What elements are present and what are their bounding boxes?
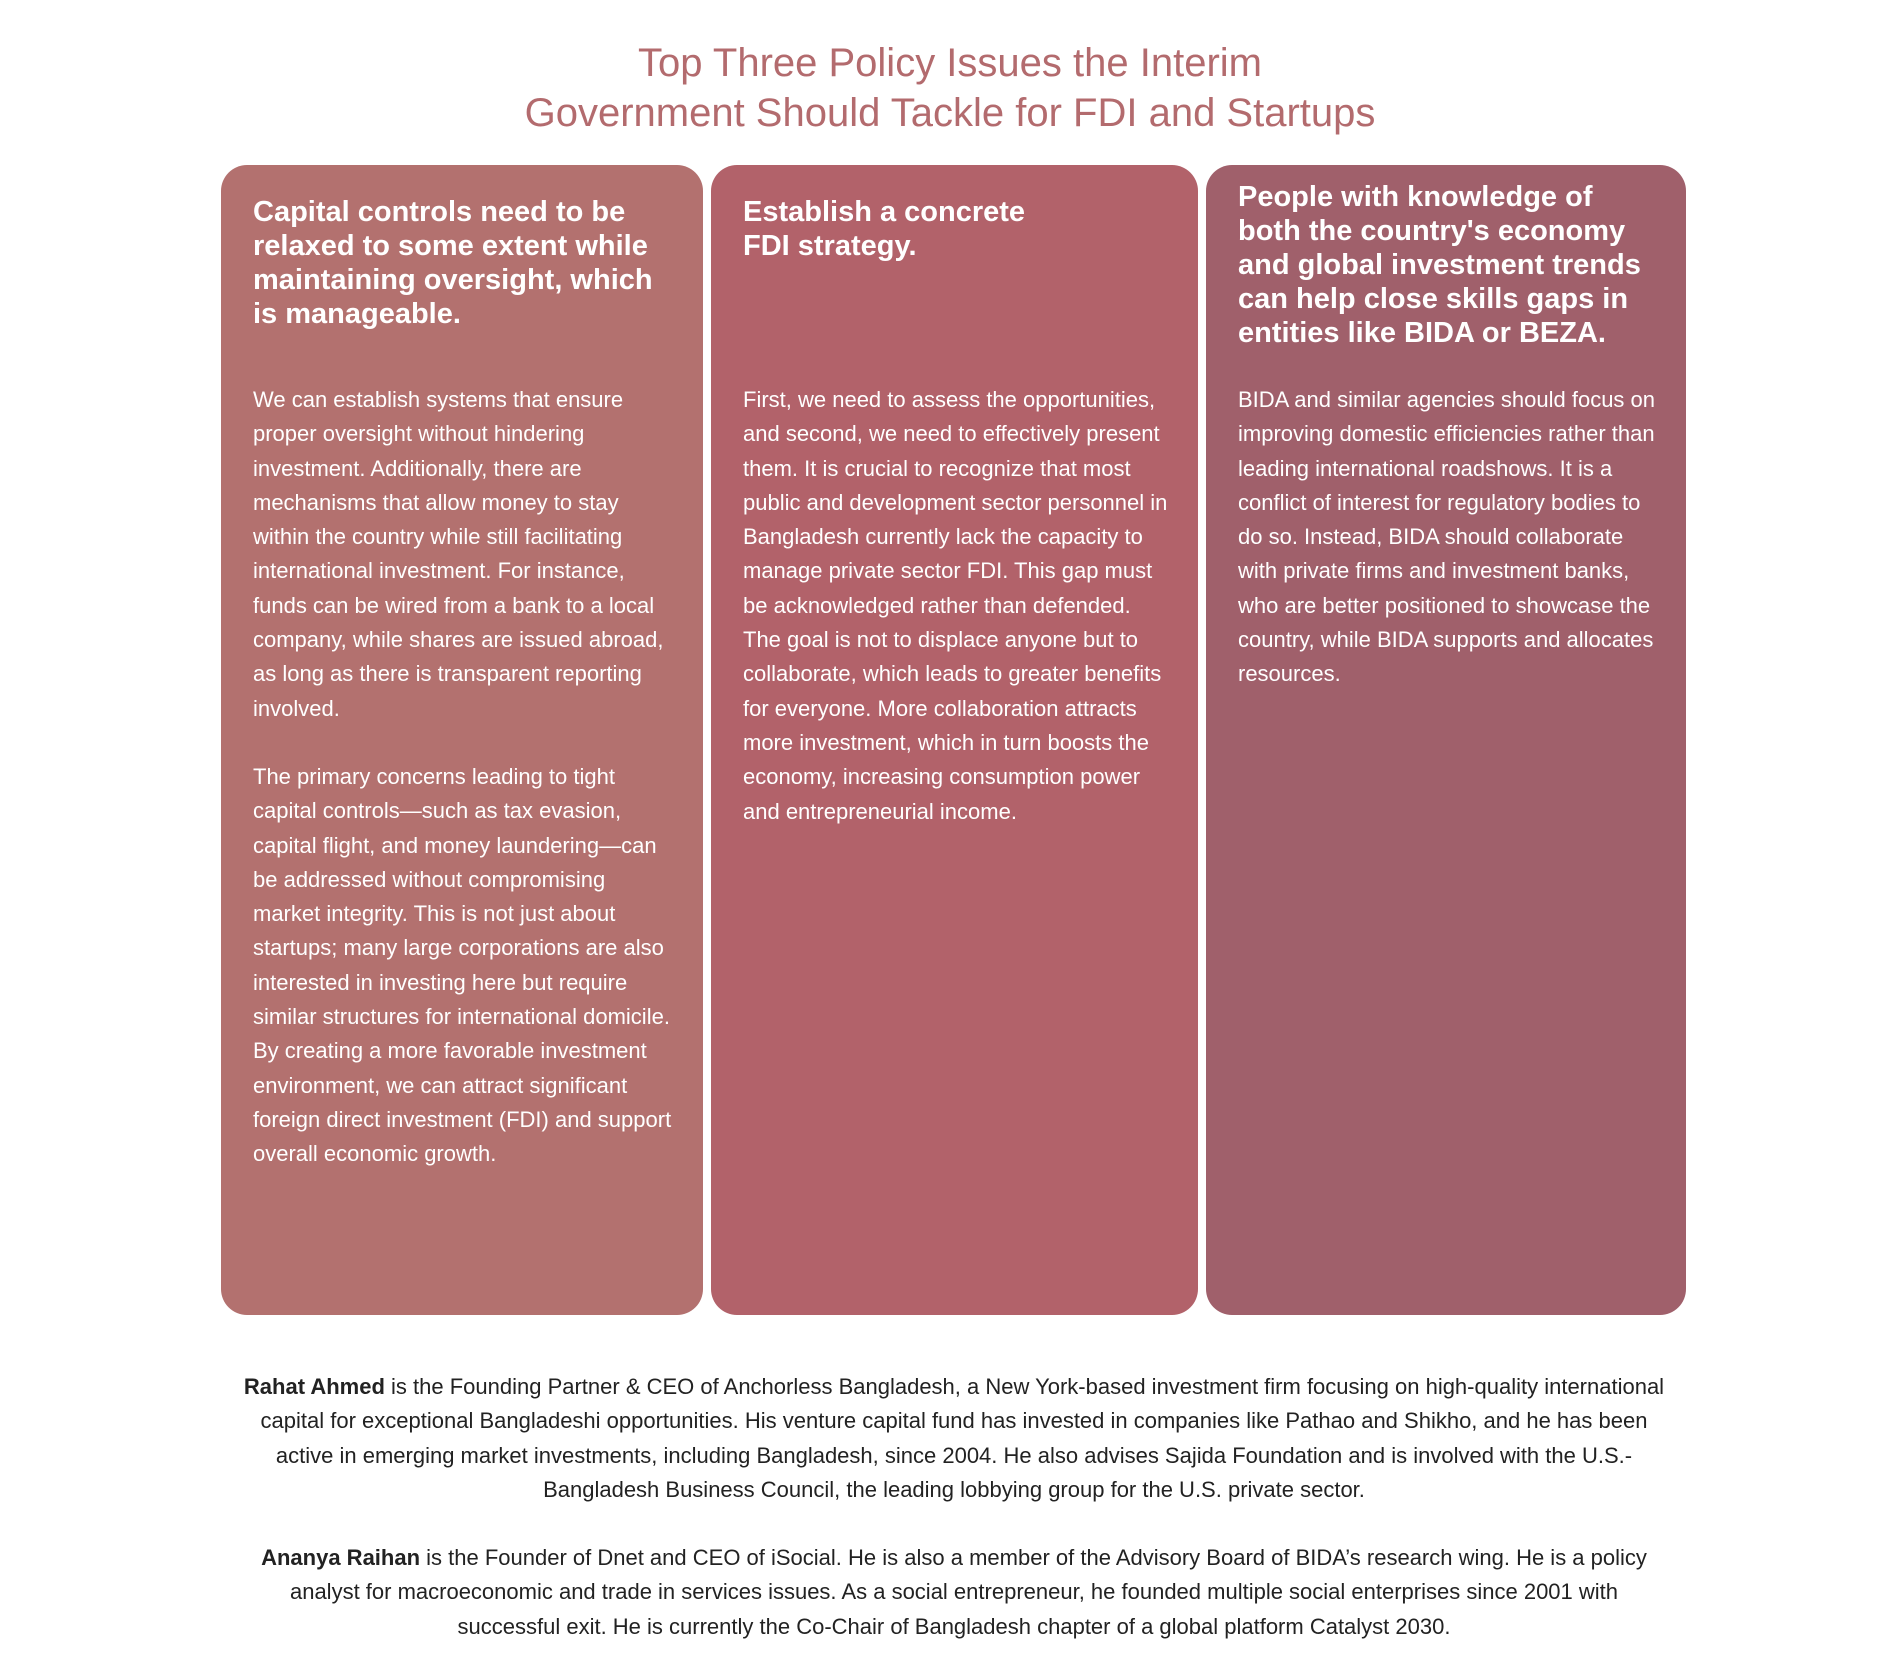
bio-text: is the Founding Partner & CEO of Anchorless Bangladesh, a New York-based investment firm focusing on high-quality international capital for exceptional Bangladeshi opportunities. His venture capital fund has invested in companies like Pathao and Shikho, and he has been active in emerging market investments, including Bangladesh, since 2004. He also advises Sajida Foundation and is involved with the U.S.-Bangladesh Business Council, the leading lobbying group for the U.S. private sector. [260,1374,1665,1502]
card-paragraph: We can establish systems that ensure proper oversight without hindering investment. Additionally, there are mechanisms that allow money to stay within the country while still facilitating international investment. For instance, funds can be wired from a bank to a local company, while shares are issued abroad, as long as there is transparent reporting involved. [253,387,664,721]
card-paragraph: BIDA and similar agencies should focus on improving domestic efficiencies rather than leading international roadshows. It is a conflict of interest for regulatory bodies to do so. Instead, BIDA should collaborate with private firms and investment banks, who are better positioned to showcase the country, while BIDA supports and allocates resources. [1238,387,1656,687]
page-title-line-2: Government Should Tackle for FDI and Startups [524,91,1376,135]
card-paragraph: First, we need to assess the opportunities, and second, we need to effectively present them. It is crucial to recognize that most public and development sector personnel in Bangladesh currently lack the capacity to manage private sector FDI. This gap must be acknowledged rather than defended. The goal is not to displace anyone but to collaborate, which leads to greater benefits for everyone. More collaboration attracts more investment, which in turn boosts the economy, increasing consumption power and entrepreneurial income. [743,387,1168,824]
card-heading: Establish a concrete FDI strategy. [743,196,1026,262]
policy-card-capital-controls [221,165,703,1315]
policy-cards [221,165,1686,1315]
bio-text: is the Founder of Dnet and CEO of iSocial. He is also a member of the Advisory Board of BIDA’s research wing. He is a policy analyst for macroeconomic and trade in services issues. As a social entrepreneur, he founded multiple social enterprises since 2001 with successful exit. He is currently the Co-Chair of Bangladesh chapter of a global platform Catalyst 2030. [289,1545,1647,1639]
page-title-line-1: Top Three Policy Issues the Interim [638,41,1262,85]
page-title [0,38,1900,138]
card-heading: People with knowledge of both the country's economy and global investment trends can help close skills gaps in entities like BIDA or BEZA. [1238,181,1641,349]
policy-card-skills-gaps [1206,165,1686,1315]
card-heading: Capital controls need to be relaxed to some extent while maintaining oversight, which is manageable. [253,196,653,330]
bio-rahat-ahmed [236,1370,1672,1507]
bio-ananya-raihan [236,1541,1672,1644]
card-body [253,383,677,1206]
card-body [1238,383,1660,726]
bio-name: Ananya Raihan [261,1545,421,1571]
card-paragraph: The primary concerns leading to tight capital controls—such as tax evasion, capital flight, and money laundering—can be addressed without compromising market integrity. This is not just about startups; many large corporations are also interested in investing here but require similar structures for international domicile. By creating a more favorable investment environment, we can attract significant foreign direct investment (FDI) and support overall economic growth. [253,763,672,1167]
author-bios [236,1370,1672,1678]
card-body [743,383,1172,863]
policy-card-fdi-strategy [711,165,1198,1315]
bio-name: Rahat Ahmed [243,1374,385,1399]
